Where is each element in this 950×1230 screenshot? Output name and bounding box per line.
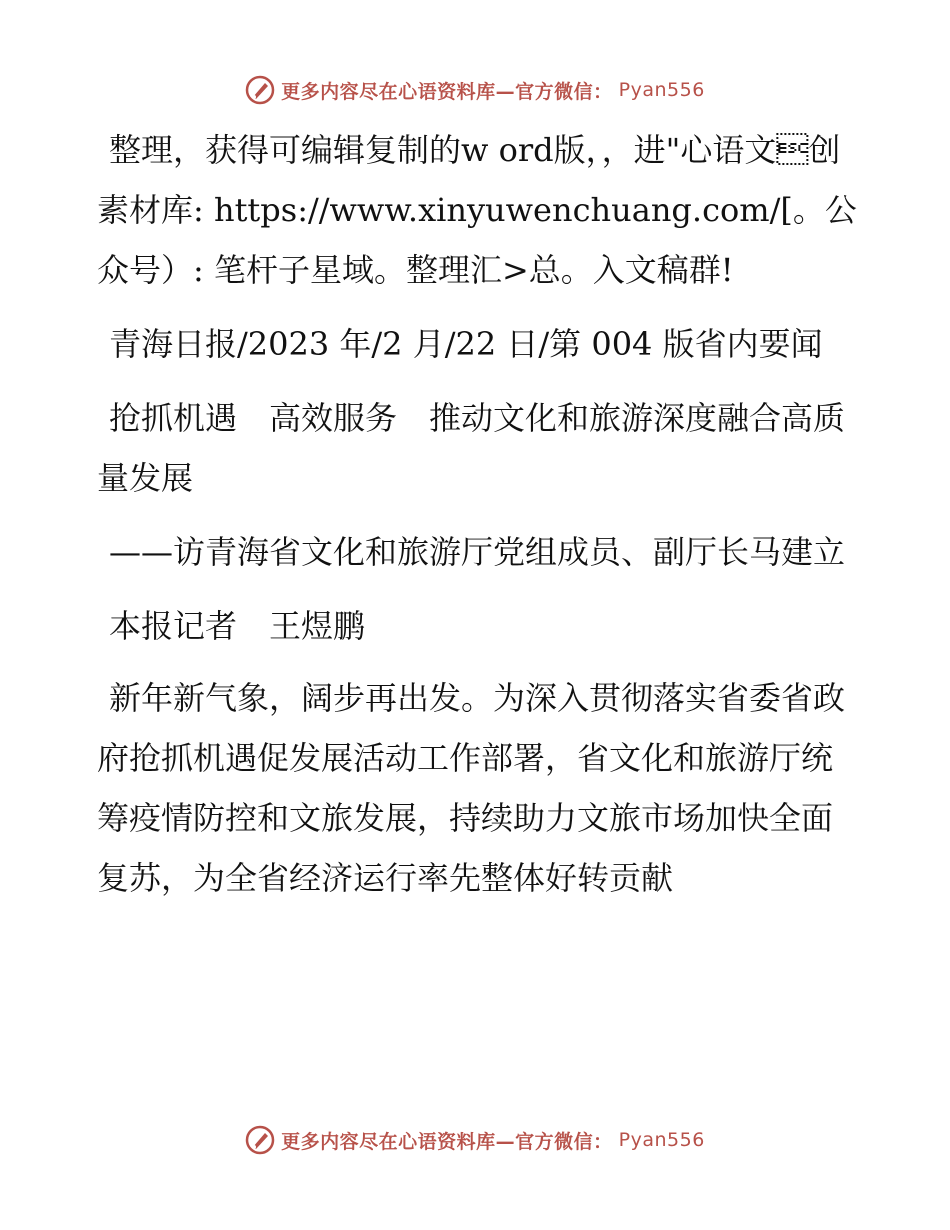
intro-paragraph: 整理，获得可编辑复制的w ord版，，进"心语文创素材库: https://www.xinyuwenchuang.com/[。公众号）: 笔杆子星域。整理汇>总。入文稿群! bbox=[97, 131, 857, 289]
pen-logo-icon bbox=[245, 1125, 275, 1155]
footer-watermark bbox=[0, 1120, 950, 1160]
article-title: 抢抓机遇 高效服务 推动文化和旅游深度融合高质量发展 bbox=[97, 399, 846, 497]
article-subtitle: ——访青海省文化和旅游厅党组成员、副厅长马建立 bbox=[109, 533, 846, 571]
byline: 本报记者 王煜鹏 bbox=[109, 607, 366, 645]
body-paragraph: 新年新气象，阔步再出发。为深入贯彻落实省委省政府抢抓机遇促发展活动工作部署，省文化和旅游厅统筹疫情防控和文旅发展，持续助力文旅市场加快全面复苏，为全省经济运行率先整体好转贡献 bbox=[97, 679, 846, 897]
watermark-contact: Pyan556 bbox=[618, 79, 705, 101]
pen-logo-icon bbox=[245, 75, 275, 105]
watermark-contact: Pyan556 bbox=[618, 1129, 705, 1151]
source-line: 青海日报/2023 年/2 月/22 日/第 004 版省内要闻 bbox=[109, 325, 823, 363]
watermark-brand: 更多内容尽在心语资料库—官方微信： bbox=[281, 80, 613, 103]
header-watermark bbox=[0, 70, 950, 110]
watermark-brand: 更多内容尽在心语资料库—官方微信： bbox=[281, 1130, 613, 1153]
document-body bbox=[97, 120, 857, 922]
